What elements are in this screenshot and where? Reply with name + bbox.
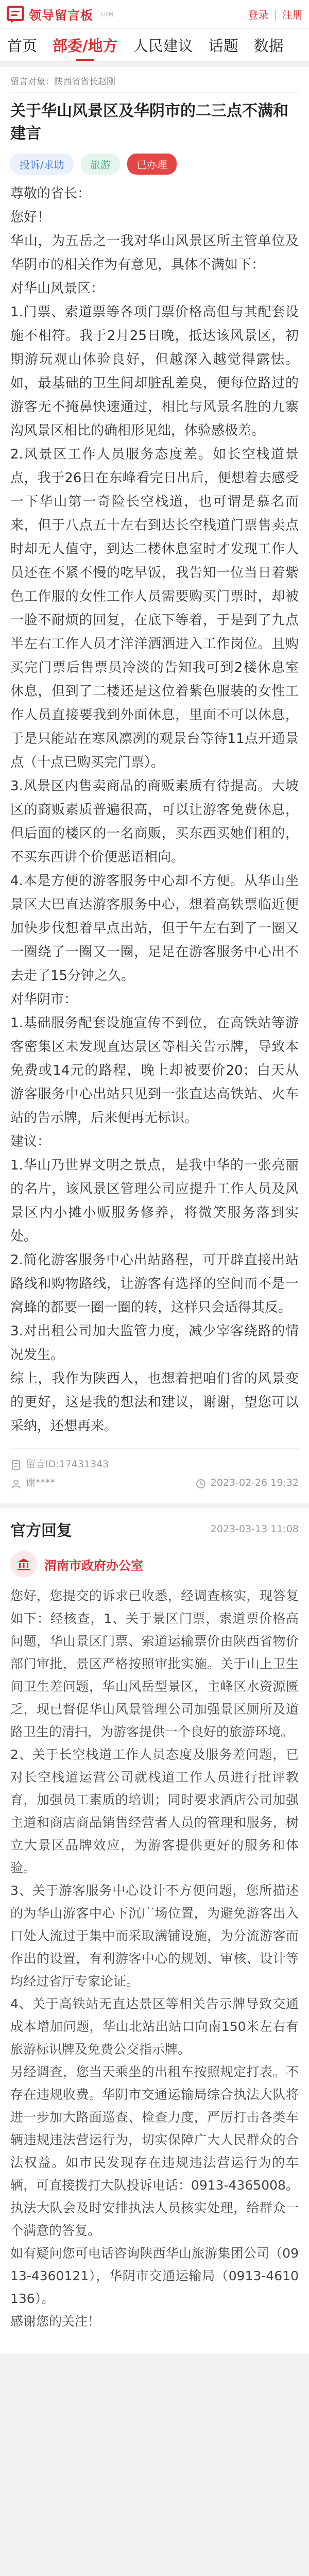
login-link[interactable]: 登录 [248, 9, 269, 21]
reply-section-title: 官方回复 [10, 1522, 72, 1540]
message-paragraph: 4.本是方便的游客服务中心却不方便。从华山坐景区大巴直达游客服务中心，想着高铁票临近便加快步伐想着早点出站，但于午左右到了一圈又一圈绕了一圈又一圈，足足在游客服务中心出不去走了15分钟之久。 [10, 873, 299, 984]
message-body [10, 182, 299, 1438]
message-paragraph: 2.简化游客服务中心出站路程，可开辟直接出站路线和购物路线，让游客有选择的空间而不是一窝蜂的都要一圈一圈的转，这样只会适得其反。 [10, 1252, 299, 1315]
reply-header [10, 1518, 299, 1540]
reply-org[interactable] [10, 1551, 299, 1578]
reply-paragraph: 如有疑问您可电话咨询陕西华山旅游集团公司（0913-4360121），华阴市交通运输局（0913-4610136）。 [10, 2246, 299, 2306]
logo-text: 领导留言板 [29, 8, 93, 23]
message-paragraph: 3.风景区内售卖商品的商贩素质有待提高。大坡区的商贩素质普遍很高，可以让游客免费休息，但后面的楼区的一名商贩，买东西买她们租的，不买东西讲个价便恶语相向。 [10, 778, 299, 865]
author-group [10, 1473, 55, 1492]
message-paragraph: 1.门票、索道票等各项门票价格高但与其配套设施不相符。我于2月25日晚，抵达该风景区，初期游玩观山体验良好，但越深入越觉得露怯。如，最基础的卫生间却脏乱差臭，便每位路过的游客无不掩鼻快速通过，相比与风景名胜的九寨沟风景区相比的确相形见绌，体验感极差。 [10, 304, 299, 438]
message-date: 2023-02-26 19:32 [210, 1477, 299, 1488]
message-id-row [10, 1455, 299, 1473]
tag-complaint[interactable]: 投诉/求助 [10, 154, 74, 175]
site-logo[interactable] [6, 5, 113, 24]
reply-paragraph: 3、关于游客服务中心设计不方便问题，您所描述的为华山游客中心下沉广场位置，为避免游客出入口处人流过于集中而采取满铺设施，为分流游客而作出的设置，有利游客中心的规划、审核、设计等均经过省厅专家论证。 [10, 1883, 299, 1989]
register-link[interactable]: 注册 [282, 9, 303, 21]
reply-paragraph: 感谢您的关注！ [10, 2314, 101, 2329]
message-paragraph: 1.基础服务配套设施宣传不到位，在高铁站等游客密集区未发现直达景区等相关告示牌，导致本免费或14元的路程，晚上却被要价20；白天从游客服务中心出站只见到一张直达高铁站、火车站的告示牌，后来便再无标识。 [10, 1015, 299, 1126]
message-author: 谢**** [26, 1477, 56, 1488]
message-paragraph: 3.对出租公司加大监管力度，减少宰客绕路的情况发生。 [10, 1324, 299, 1363]
message-paragraph: 2.风景区工作人员服务态度差。如长空栈道景点，我于26日在东峰看完日出后，便想着去感受一下华山第一奇险长空栈道，也可谓是慕名而来，但于八点五十左右到达长空栈道门票售卖点时却无人值守，到达二楼休息室时才发现工作人员还在不紧不慢的吃早饭，我告知一位当日着紫色工作服的女性工作人员需要购买门票时，却被一脸不耐烦的回复，在底下等着，于是到了九点半左右工作人员才洋洋洒洒进入工作岗位。且购买完门票后售票员冷淡的告知我可到2楼休息室休息，但到了二楼还是这位着紫色服装的女性工作人员直接要我到外面休息，里面不可以休息，于是只能站在寒风凛冽的观景台等待11点开通景点（十点已购买完门票）。 [10, 447, 299, 770]
reply-org-name: 渭南市政府办公室 [44, 1558, 143, 1573]
nav-ministries-local[interactable]: 部委/地方 [53, 29, 118, 62]
nav-people-suggestions[interactable]: 人民建议 [133, 37, 193, 55]
message-paragraph: 建议： [10, 1134, 51, 1149]
reply-paragraph: 2、关于长空栈道工作人员态度及服务差问题，已对长空栈道运营公司就栈道工作人员进行批评教育，加强员工素质的培训；同时要求酒店公司加强主道和商店商品销售经营者人员的管理和服务，树立大景区品牌效应，为游客提供更好的服务和体验。 [10, 1747, 299, 1875]
tag-status-handled: 已办理 [127, 154, 177, 175]
message-paragraph: 综上，我作为陕西人，也想着把咱们省的风景变的更好，这是我的想法和建议，谢谢，望您可以采纳，还想再来。 [10, 1371, 299, 1434]
message-target: 留言对象：陕西省省长赵刚 [10, 67, 299, 93]
nav-home[interactable]: 首页 [7, 37, 38, 55]
message-card [0, 67, 309, 1503]
government-building-icon [10, 1551, 37, 1578]
message-tags [10, 154, 299, 175]
author-row [10, 1473, 299, 1492]
logo-icon [6, 5, 25, 24]
nav-topics[interactable]: 话题 [208, 37, 238, 55]
message-title: 关于华山风景区及华阴市的二三点不满和建言 [10, 102, 288, 143]
message-paragraph: 对华阴市： [10, 992, 78, 1007]
message-id: 留言ID:17431343 [26, 1459, 109, 1470]
document-icon [10, 1459, 22, 1470]
top-bar [0, 0, 309, 29]
reply-paragraph: 4、关于高铁站无直达景区等相关告示牌导致交通成本增加问题，华山北站出站口向南150米左右有旅游标识牌及免费公交指示牌。 [10, 1996, 299, 2057]
auth-links [248, 7, 303, 22]
reply-paragraph: 另经调查，您当天乘坐的出租车按照规定打表。不存在违规收费。华阴市交通运输局综合执法大队将进一步加大路面巡查、检查力度，严厉打击各类车辆违规违法营运行为，切实保障广大人民群众的合法权益。如市民发现存在违规违法营运行为的车辆，可直接拨打大队投诉电话：0913-4365008。执法大队会及时安排执法人员核实处理，给群众一个满意的答复。 [10, 2064, 299, 2238]
message-paragraph: 尊敬的省长： [10, 186, 91, 201]
reply-time: 2023-03-13 11:08 [210, 1523, 299, 1535]
tag-tourism[interactable]: 旅游 [81, 154, 120, 175]
message-paragraph: 华山，为五岳之一我对华山风景区所主管单位及华阴市的相关作为有意见，具体不满如下： [10, 233, 299, 273]
official-reply [0, 1509, 309, 2353]
message-paragraph: 您好！ [10, 210, 51, 225]
date-group [195, 1473, 299, 1492]
reply-body [10, 1585, 299, 2333]
message-meta [10, 1448, 299, 1492]
auth-separator: | [273, 8, 277, 21]
message-paragraph: 对华山风景区： [10, 281, 105, 296]
user-icon [10, 1477, 22, 1488]
logo-sub: 人民网 [99, 12, 114, 18]
main-nav [0, 29, 309, 62]
message-paragraph: 1.华山乃世界文明之景点，是我中华的一张亮丽的名片，该风景区管理公司应提升工作人员及风景区内小摊小贩服务修养，将微笑服务落到实处。 [10, 1158, 299, 1244]
clock-icon [195, 1477, 207, 1488]
reply-paragraph: 您好，您提交的诉求已收悉，经调查核实，现答复如下：经核查，1、关于景区门票，索道票价格高问题，华山景区门票、索道运输票价由陕西省物价部门审批，景区严格按照审批实施。关于山上卫生间卫生差问题，华山风岳型景区，主峰区水资源匮乏，现已督促华山风景管理公司加强景区厕所及道路卫生的清扫，为游客提供一个良好的旅游环境。 [10, 1588, 299, 1739]
nav-data[interactable]: 数据 [253, 37, 284, 55]
